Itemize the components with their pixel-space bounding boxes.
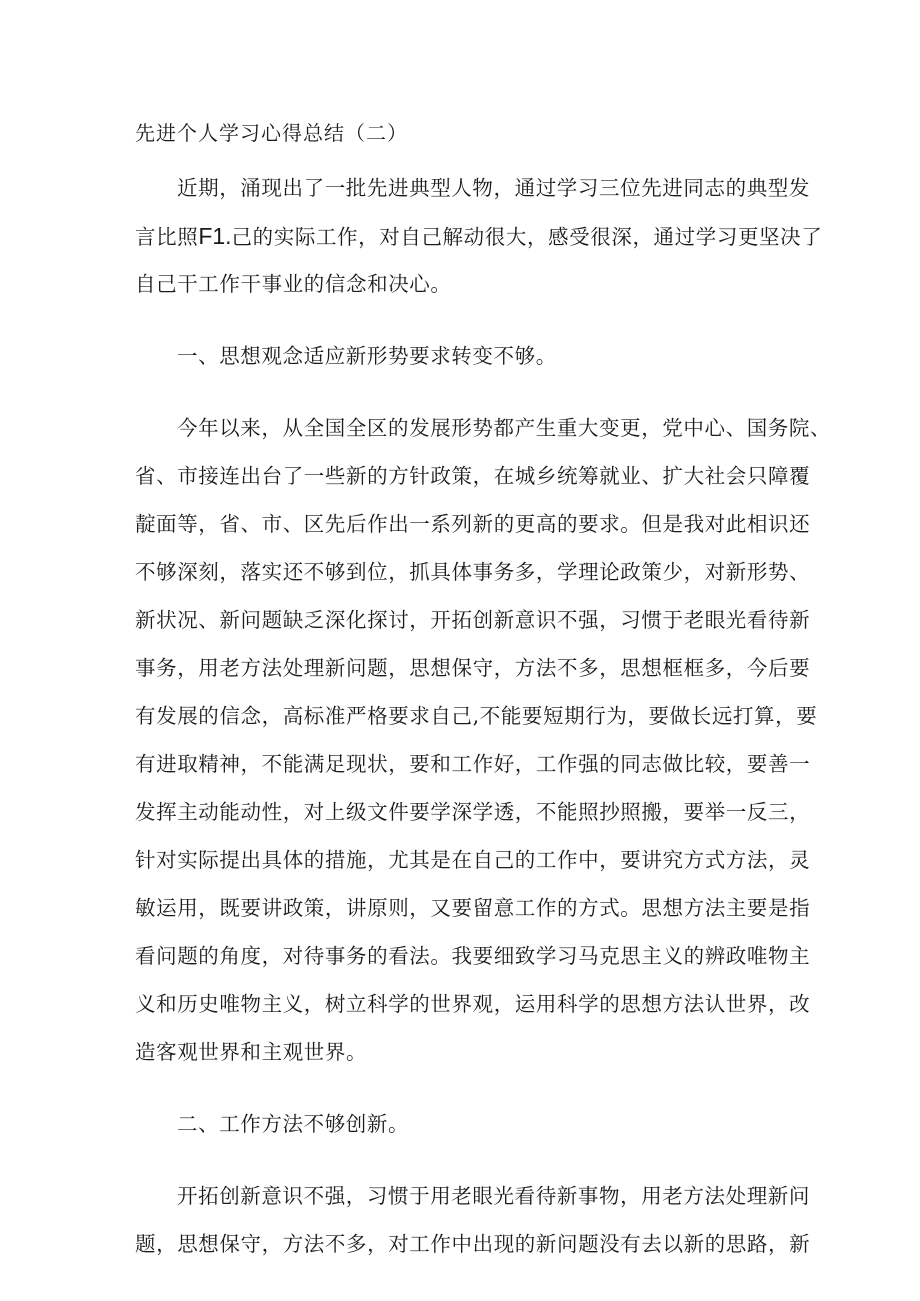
paragraph-line: 义和历史唯物主义，树立科学的世界观，运用科学的思想方法认世界，改 [135,992,811,1016]
paragraph-line: 近期，涌现出了一批先进典型人物，通过学习三位先进同志的典型发 [177,176,810,200]
paragraph-line: 自己干工作干事业的信念和决心。 [135,272,452,296]
text-run-latin: F1. [198,223,232,249]
text-run: 言比照 [135,225,199,249]
document-title: 先进个人学习心得总结（二） [135,121,408,145]
paragraph-gap [135,1076,785,1100]
paragraph-line [135,212,823,260]
paragraph-line: 敏运用，既要讲政策，讲原则，又要留意工作的方式。思想方法主要是指 [135,896,811,920]
paragraph-line: 不够深刻，落实还不够到位，抓具体事务多，学理论政策少，对新形势、 [135,560,811,584]
paragraph-line: 开拓创新意识不强，习惯于用老眼光看待新事物，用老方法处理新问 [177,1184,810,1208]
paragraph-gap [135,308,785,332]
paragraph-gap [135,1148,785,1172]
document-body [135,164,832,1268]
paragraph-line: 事务，用老方法处理新问题，思想保守，方法不多，思想框框多，今后要 [135,656,811,680]
paragraph-line: 新状况、新问题缺乏深化探讨，开拓创新意识不强，习惯于老眼光看待新 [135,608,811,632]
paragraph-line: 针对实际提出具体的措施，尤其是在自己的工作中，要讲究方式方法，灵 [135,848,811,872]
paragraph-line: 造客观世界和主观世界。 [135,1040,368,1064]
paragraph-line: 有发展的信念，高标准严格要求自己,不能要短期行为，要做长远打算，要 [135,704,818,728]
section-heading: 二、工作方法不够创新。 [177,1112,410,1136]
text-run: 己的实际工作，对自己解动很大，感受很深，通过学习更坚决了 [231,225,823,249]
paragraph-line: 发挥主动能动性，对上级文件要学深学透，不能照抄照搬，要举一反三， [135,800,811,824]
paragraph-line: 靛面等，省、市、区先后作出一系列新的更高的要求。但是我对此相识还 [135,512,811,536]
paragraph-line: 有进取精神，不能满足现状，要和工作好，工作强的同志做比较，要善一 [135,752,811,776]
paragraph-line: 省、市接连出台了一些新的方针政策，在城乡统筹就业、扩大社会只障覆 [135,464,811,488]
paragraph-gap [135,380,785,404]
section-heading: 一、思想观念适应新形势要求转变不够。 [177,344,557,368]
paragraph-line: 看问题的角度，对待事务的看法。我要细致学习马克思主义的辨政唯物主 [135,944,811,968]
paragraph-line: 题，思想保守，方法不多，对工作中出现的新问题没有去以新的思路，新 [135,1232,811,1256]
paragraph-line: 今年以来，从全国全区的发展形势都产生重大变更，党中心、国务院、 [177,416,832,440]
